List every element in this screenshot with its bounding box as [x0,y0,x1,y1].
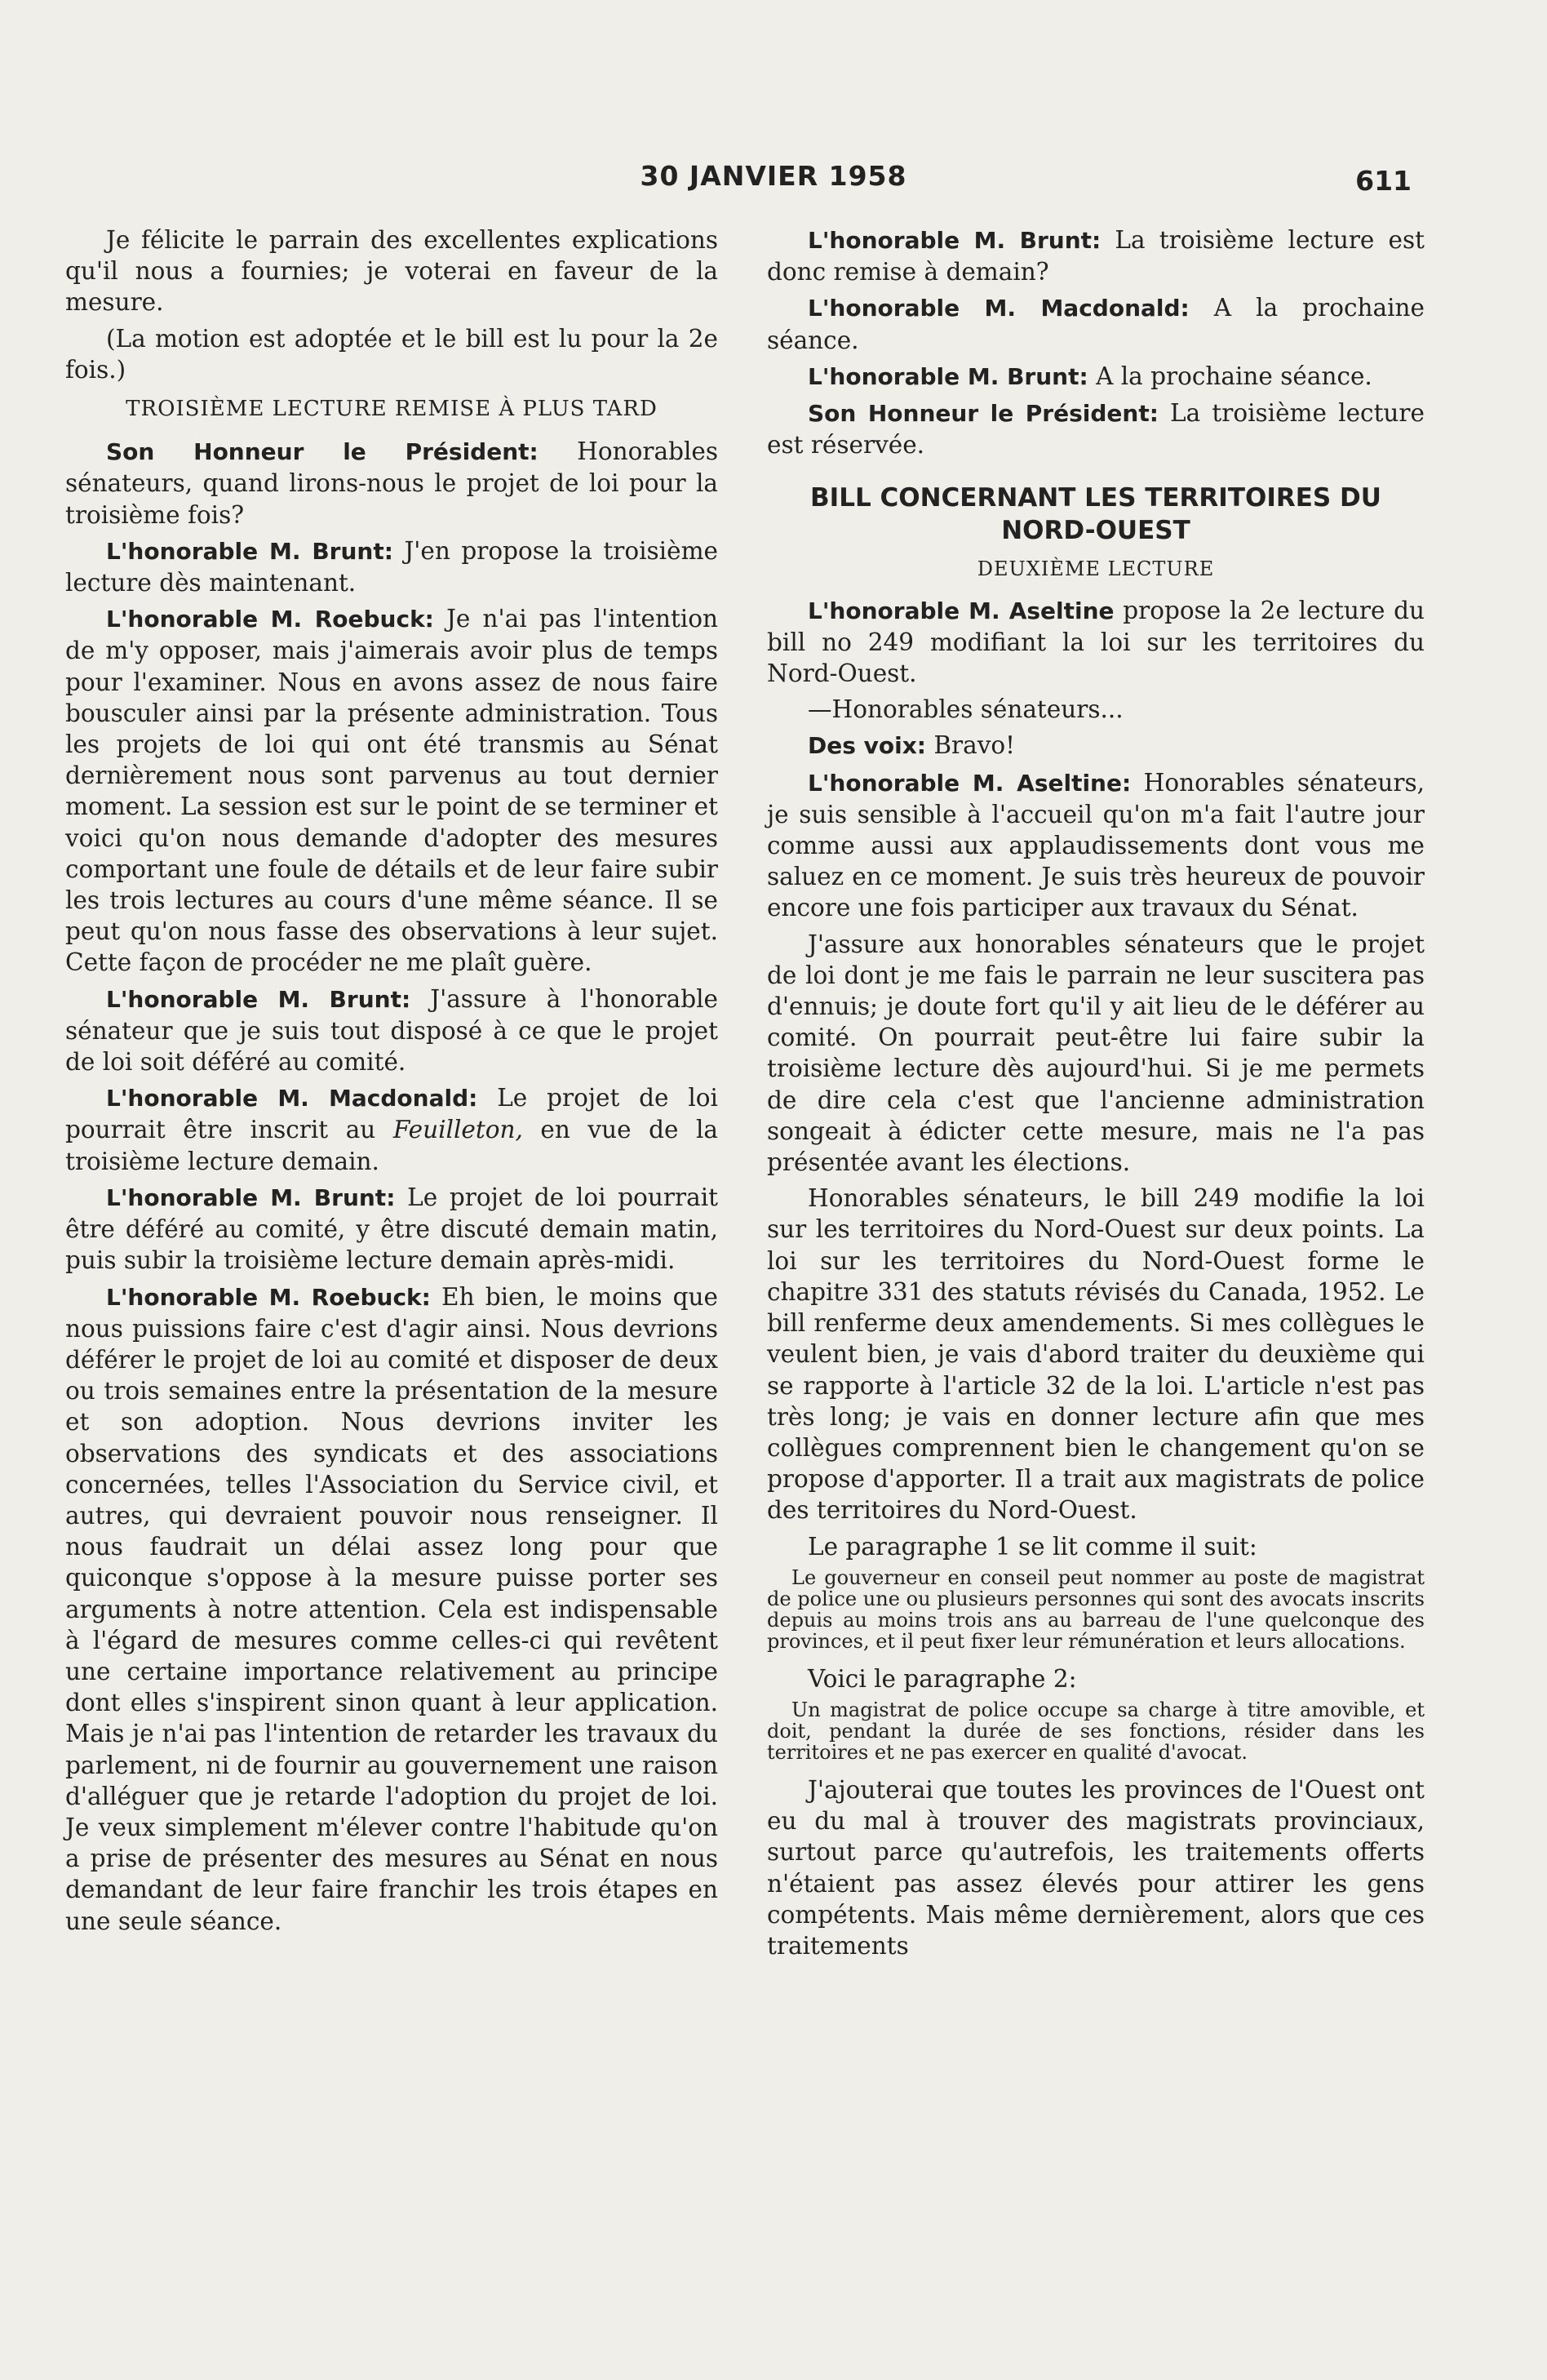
paragraph [65,535,718,598]
speaker-name: L'honorable M. Brunt: [106,985,411,1013]
speech-text: Honorables sénateurs, quand lirons-nous le projet de loi pour la troisième fois? [65,437,718,529]
paragraph [65,603,718,978]
paragraph [65,1281,718,1937]
speech-text: Bravo! [926,731,1016,760]
speech-text: Le projet de loi pourrait être déféré au comité, y être discuté demain matin, puis subir la troisième lecture demain après-midi. [65,1183,718,1275]
speaker-name: L'honorable M. Roebuck: [106,1283,431,1311]
italic-title: Feuilleton, [392,1116,523,1144]
paragraph [65,984,718,1078]
speaker-name: L'honorable M. Macdonald: [808,295,1190,322]
paragraph: J'ajouterai que toutes les provinces de l'Ouest ont eu du mal à trouver des magistrats provinciaux, surtout parce qu'autrefois, les traitements offerts n'étaient pas assez élevés pour attirer les gens compétents. Mais même dernièrement, alors que ces traitements [767,1775,1425,1960]
speaker-name: Son Honneur le Président: [808,400,1159,428]
page-number: 611 [1355,165,1412,197]
speech-text: La troisième lecture est donc remise à demain? [767,226,1425,286]
paragraph: Le paragraphe 1 se lit comme il suit: [808,1532,1257,1561]
speech-text: Eh bien, le moins que nous puissions faire c'est d'agir ainsi. Nous devrions déférer le projet de loi au comité et disposer de deux ou trois semaines entre la présentation de la mesure et son adoption. Nous devrions inviter les observations des syndicats et des associations concernées, telles l'Association du Service civil, et autres, qui devraient pouvoir nous renseigner. Il nous faudrait un délai assez long pour que quiconque s'oppose à la mesure puisse porter ses arguments à notre attention. Cela est indispensable à l'égard de mesures comme celles-ci qui revêtent une certaine importance relativement au principe dont elles s'inspirent sinon quant à leur application. Mais je n'ai pas l'intention de retarder les travaux du parlement, ni de fournir au gouvernement une raison d'alléguer que je retarde l'adoption du projet de loi. Je veux simplement m'élever contre l'habitude qu'on a prise de présenter des mesures au Sénat en nous demandant de leur faire franchir les trois étapes en une seule séance. [65,1282,718,1935]
section-title: BILL CONCERNANT LES TERRITOIRES DU NORD-OUEST [810,483,1381,546]
paragraph [767,595,1425,690]
speech-text: Je n'ai pas l'intention de m'y opposer, mais j'aimerais avoir plus de temps pour l'examiner. Nous en avons assez de nous faire bousculer ainsi par la présente administration. Tous les projets de loi qui ont été transmis au Sénat dernièrement nous sont parvenus au tout dernier moment. La session est sur le point de se terminer et voici qu'on nous demande d'adopter des mesures comportant une foule de détails et de leur faire subir les trois lectures au cours d'une même séance. Il se peut qu'on nous fasse des observations à leur sujet. Cette façon de procéder ne me plaît guère. [65,605,719,977]
paragraph [65,436,718,531]
paragraph [65,1182,718,1277]
right-column [767,224,1425,1966]
speech-text: en vue de la troisième lecture demain. [65,1116,718,1175]
paragraph [65,1082,718,1177]
speech-text: Le projet de loi pourrait être inscrit au [65,1084,718,1144]
speaker-name: Des voix: [808,732,926,760]
paragraph [767,361,1425,393]
speech-text: J'assure à l'honorable sénateur que je suis tout disposé à ce que le projet de loi soit déféré au comité. [65,984,718,1077]
section-subtitle: DEUXIÈME LECTURE [977,557,1215,581]
paragraph: Honorables sénateurs, le bill 249 modifie la loi sur les territoires du Nord-Ouest sur deux points. La loi sur les territoires du Nord-Ouest forme le chapitre 331 des statuts révisés du Canada, 1952. Le bill renferme deux amendements. Si mes collègues le veulent bien, je vais d'abord traiter du deuxième qui se rapporte à l'article 32 de la loi. L'article n'est pas très long; je vais en donner lecture afin que mes collègues comprennent bien le changement qu'on se propose d'apporter. Il a trait aux magistrats de police des territoires du Nord-Ouest. [767,1184,1425,1525]
speaker-name: L'honorable M. Brunt: [808,362,1088,390]
paragraph: Je félicite le parrain des excellentes explications qu'il nous a fournies; je voterai en faveur de la mesure. [65,226,718,317]
paragraph [767,730,1425,762]
paragraph: —Honorables sénateurs... [808,695,1124,724]
statute-quote: Le gouverneur en conseil peut nommer au poste de magistrat de police une ou plusieurs personnes qui sont des avocats inscrits depuis au moins trois ans au barreau de l'une quelconque des provinces, et il peut fixer leur rémunération et leurs allocations. [767,1565,1425,1653]
speaker-name: L'honorable M. Roebuck: [106,606,434,633]
page-header [0,160,1547,201]
paragraph: Voici le paragraphe 2: [808,1664,1077,1693]
paragraph [767,224,1425,287]
left-column [65,224,718,1942]
speech-text: La troisième lecture est réservée. [767,399,1425,460]
section-heading: TROISIÈME LECTURE REMISE À PLUS TARD [126,397,658,422]
paragraph [767,397,1425,460]
speaker-name: Son Honneur le Président: [106,438,539,466]
speaker-name: L'honorable M. Macdonald: [106,1085,478,1112]
speech-text: J'en propose la troisième lecture dès maintenant. [65,536,719,597]
paragraph [767,292,1425,355]
speech-text: A la prochaine séance. [767,294,1425,354]
page-date: 30 JANVIER 1958 [640,160,907,192]
statute-quote: Un magistrat de police occupe sa charge à titre amovible, et doit, pendant la durée de ses fonctions, résider dans les territoires et ne pas exercer en qualité d'avocat. [767,1698,1425,1764]
paragraph: J'assure aux honorables sénateurs que le projet de loi dont je me fais le parrain ne leur suscitera pas d'ennuis; je doute fort qu'il y ait lieu de le déférer au comité. On pourrait peut-être lui faire subir la troisième lecture dès aujourd'hui. Si je me permets de dire cela c'est que l'ancienne administration songeait à édicter cette mesure, mais ne l'a pas présentée avant les élections. [767,930,1425,1177]
speaker-name: L'honorable M. Brunt: [106,537,393,565]
paragraph: (La motion est adoptée et le bill est lu pour la 2e fois.) [65,324,718,384]
speaker-name: L'honorable M. Brunt: [808,227,1102,254]
paragraph [767,767,1425,924]
speech-text: propose la 2e lecture du bill no 249 modifiant la loi sur les territoires du Nord-Ouest. [767,596,1425,688]
speaker-name: L'honorable M. Aseltine: [808,769,1132,797]
speech-text: Honorables sénateurs, je suis sensible à l'accueil qu'on m'a fait l'autre jour comme aussi aux applaudissements dont vous me saluez en ce moment. Je suis très heureux de pouvoir encore une fois participer aux travaux du Sénat. [767,768,1425,922]
speaker-name: L'honorable M. Aseltine [808,597,1115,624]
speaker-name: L'honorable M. Brunt: [106,1183,396,1211]
speech-text: A la prochaine séance. [1088,362,1372,390]
